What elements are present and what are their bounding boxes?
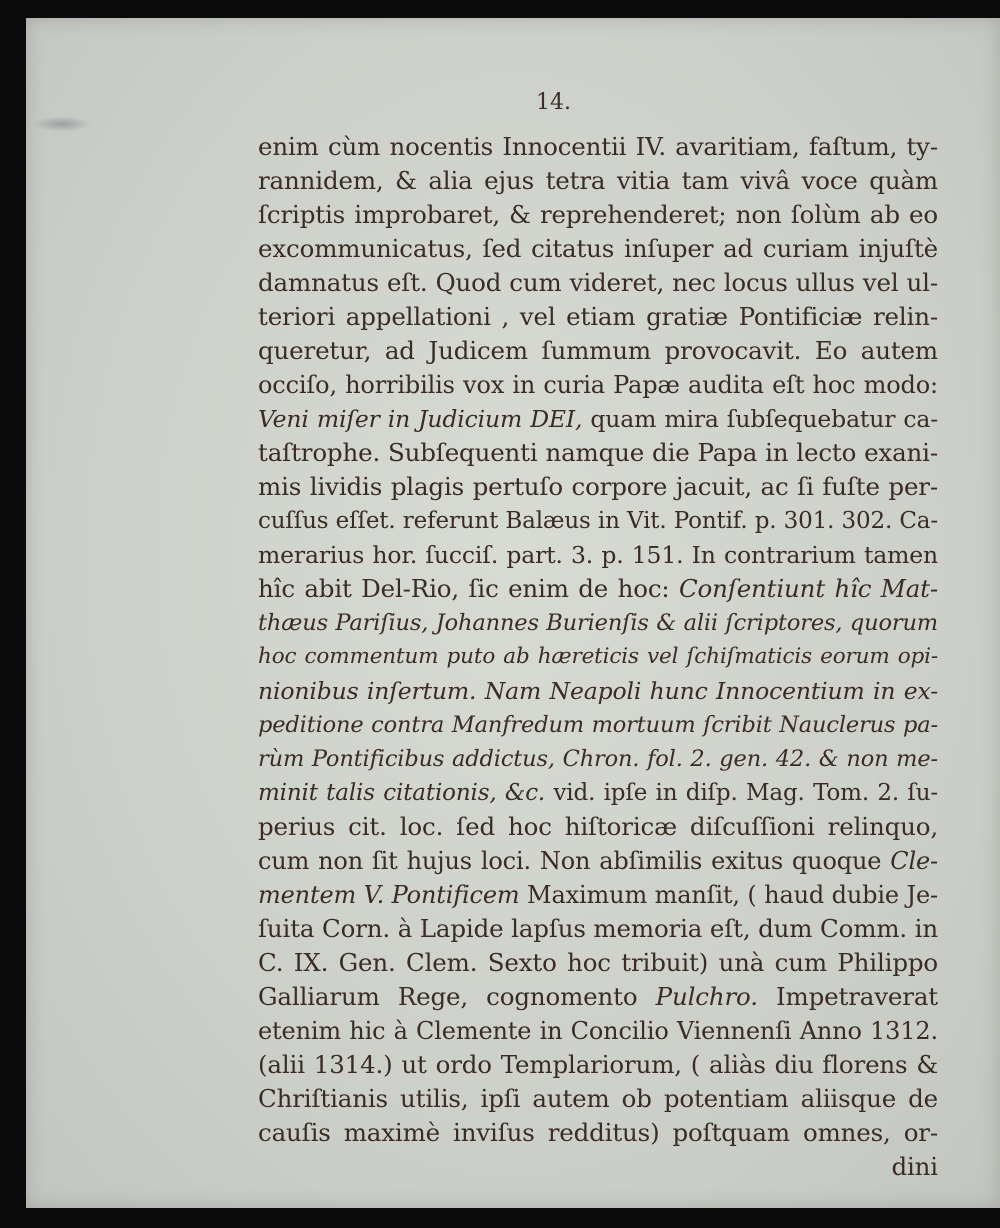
text-segment: merarius hor. ſucciſ. part. 3. p. 151. In contrarium tamen: [258, 541, 938, 569]
text-segment: dini: [891, 1152, 938, 1181]
text-segment: Veni miſer in Judicium DEI,: [258, 405, 583, 433]
text-segment: Pulchro.: [655, 982, 758, 1011]
text-segment: minit talis citationis, &c.: [258, 780, 546, 806]
text-segment: Maximum manſit, ( haud dubie Je-: [519, 881, 938, 909]
text-line: [258, 368, 938, 402]
text-line: [258, 912, 938, 946]
text-segment: thæus Pariſius, Johannes Burienſis & alii ſcriptores, quorum: [258, 610, 938, 636]
text-segment: rannidem, & alia ejus tetra vitia tam vivâ voce quàm: [258, 166, 938, 195]
text-line: [258, 1082, 938, 1116]
book-page: [26, 18, 1000, 1208]
text-segment: teriori appellationi , vel etiam gratiæ Pontificiæ relin-: [258, 302, 938, 331]
text-segment: quam mira ſubſequebatur ca-: [582, 405, 938, 433]
text-line: [258, 742, 938, 776]
text-line: [258, 402, 938, 436]
text-line: [258, 470, 938, 504]
page-number: 14.: [536, 90, 571, 115]
text-segment: (alii 1314.) ut ordo Templariorum, ( aliàs diu florens &: [258, 1050, 938, 1079]
text-line: [258, 708, 938, 742]
text-segment: cum non ſit hujus loci. Non abſimilis exitus quoque: [258, 847, 891, 875]
text-block: [258, 130, 938, 1184]
page-stain: [32, 116, 92, 132]
text-segment: Galliarum Rege, cognomento: [258, 982, 656, 1011]
text-line: [258, 878, 938, 912]
text-line: [258, 980, 938, 1014]
text-line: [258, 538, 938, 572]
text-segment: mis lividis plagis pertuſo corpore jacuit, ac ſi fuſte per-: [258, 472, 938, 501]
text-segment: perius cit. loc. ſed hoc hiſtoricæ diſcuſſioni relinquo,: [258, 812, 938, 841]
text-line: [258, 266, 938, 300]
text-line: [258, 606, 938, 640]
text-segment: rùm Pontificibus addictus, Chron. fol. 2. gen. 42. & non me-: [258, 746, 938, 772]
text-segment: Conſentiunt hîc Mat-: [678, 574, 938, 603]
text-line: [258, 1150, 938, 1184]
text-line: [258, 640, 938, 674]
text-segment: vid. ipſe in diſp. Mag. Tom. 2. ſu-: [545, 780, 938, 806]
text-segment: cauſis maximè inviſus redditus) poſtquam omnes, or-: [258, 1118, 938, 1147]
text-line: [258, 130, 938, 164]
text-line: [258, 776, 938, 810]
text-segment: Chriſtianis utilis, ipſi autem ob potentiam aliisque de: [258, 1084, 938, 1113]
text-line: [258, 300, 938, 334]
text-line: [258, 572, 938, 606]
text-segment: occiſo, horribilis vox in curia Papæ audita eſt hoc modo:: [258, 371, 938, 399]
text-segment: ſuita Corn. à Lapide lapſus memoria eſt, dum Comm. in: [258, 914, 938, 943]
text-segment: ſcriptis improbaret, & reprehenderet; non ſolùm ab eo: [258, 200, 938, 229]
text-segment: etenim hic à Clemente in Concilio Viennenſi Anno 1312.: [258, 1017, 938, 1045]
text-line: [258, 946, 938, 980]
text-line: [258, 810, 938, 844]
text-line: [258, 1116, 938, 1150]
text-segment: queretur, ad Judicem ſummum provocavit. Eo autem: [258, 336, 938, 365]
text-segment: nionibus inſertum. Nam Neapoli hunc Innocentium in ex-: [258, 677, 938, 705]
text-line: [258, 436, 938, 470]
text-segment: Cle-: [890, 847, 938, 875]
text-segment: hoc commentum puto ab hæreticis vel ſchiſmaticis eorum opi-: [258, 644, 938, 669]
text-segment: taſtrophe. Subſequenti namque die Papa in lecto exani-: [258, 438, 938, 467]
text-segment: cuſſus eſſet. referunt Balæus in Vit. Pontif. p. 301. 302. Ca-: [258, 508, 938, 534]
text-line: [258, 844, 938, 878]
text-segment: damnatus eſt. Quod cum videret, nec locus ullus vel ul-: [258, 268, 938, 297]
text-line: [258, 1048, 938, 1082]
text-segment: enim cùm nocentis Innocentii IV. avaritiam, faſtum, ty-: [258, 132, 938, 161]
text-line: [258, 232, 938, 266]
text-segment: hîc abit Del-Rio, ſic enim de hoc:: [258, 574, 679, 603]
text-line: [258, 334, 938, 368]
text-line: [258, 674, 938, 708]
text-segment: C. IX. Gen. Clem. Sexto hoc tribuit) unà cum Philippo: [258, 948, 938, 977]
text-line: [258, 504, 938, 538]
text-line: [258, 198, 938, 232]
text-segment: excommunicatus, ſed citatus inſuper ad curiam injuſtè: [258, 234, 938, 263]
text-segment: Impetraverat: [757, 982, 938, 1011]
text-line: [258, 164, 938, 198]
text-segment: mentem V. Pontificem: [258, 881, 520, 909]
text-segment: peditione contra Manfredum mortuum ſcribit Nauclerus pa-: [258, 712, 938, 738]
text-line: [258, 1014, 938, 1048]
